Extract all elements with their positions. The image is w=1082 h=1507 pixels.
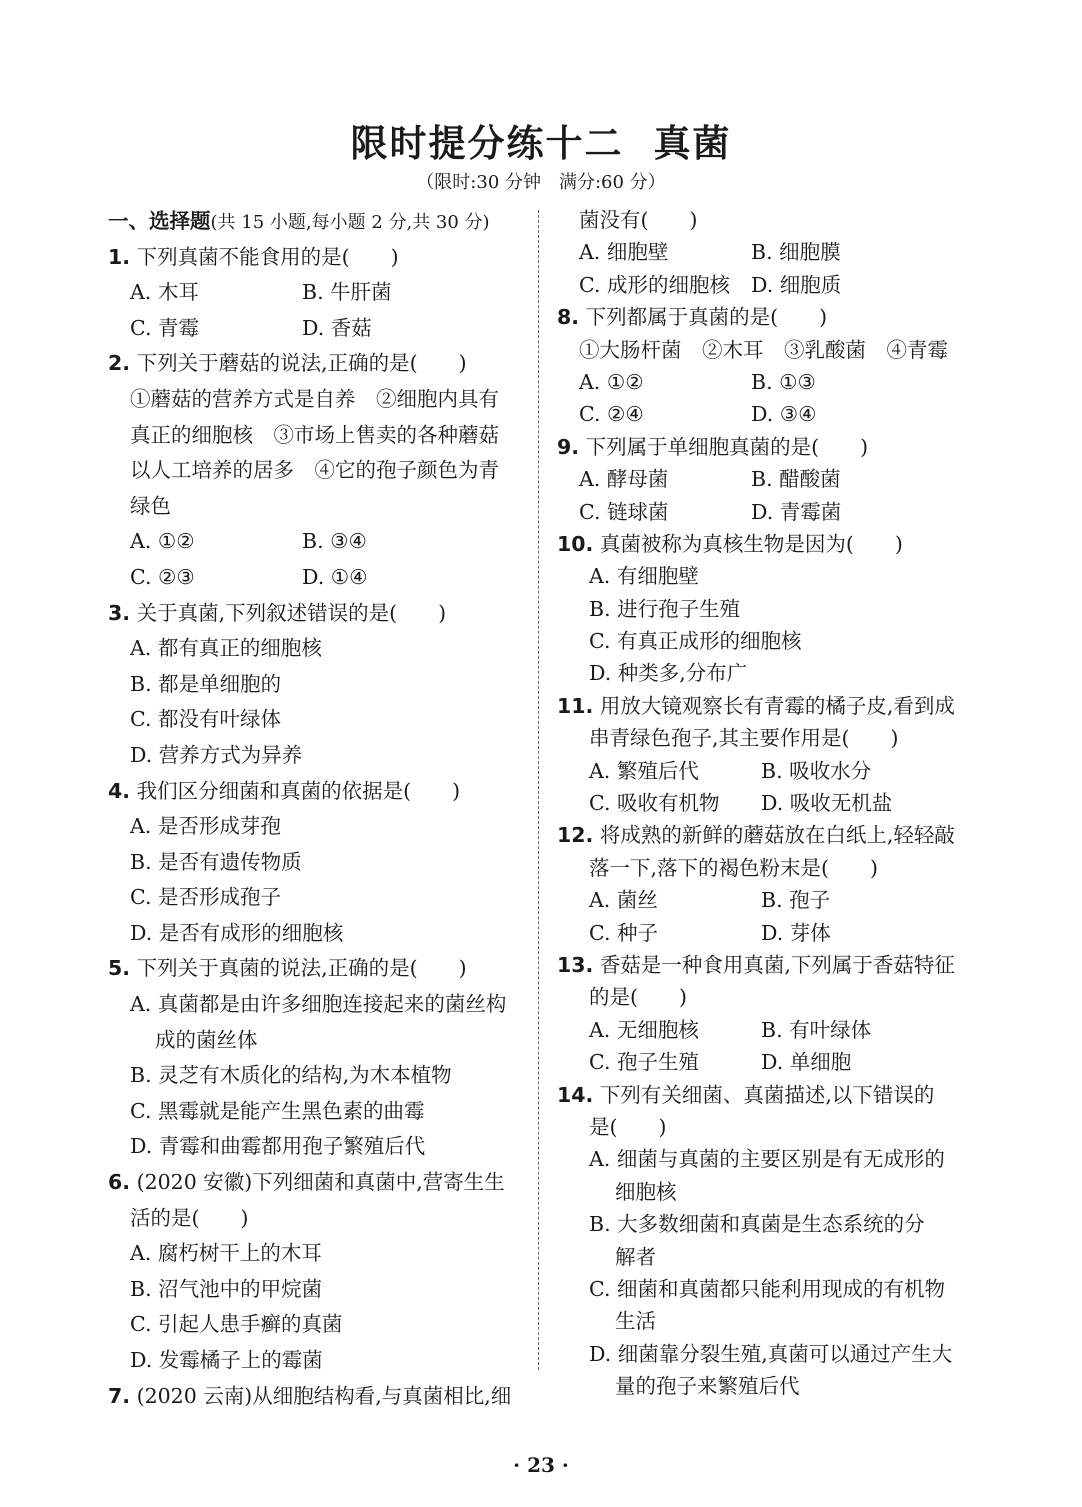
option-b: B. 进行孢子生殖 xyxy=(589,596,741,621)
option-c: C. 细菌和真菌都只能利用现成的有机物 xyxy=(589,1276,945,1301)
question-number: 11. xyxy=(557,693,594,718)
section-header xyxy=(108,204,518,240)
option-a: A. 有细胞壁 xyxy=(589,564,699,589)
option-d: D. 芽体 xyxy=(761,920,831,945)
option-a: A. ①② xyxy=(579,369,644,394)
question-3 xyxy=(108,596,518,632)
question-14 xyxy=(557,1079,972,1111)
question-number: 1. xyxy=(108,244,131,269)
question-5 xyxy=(108,951,518,987)
question-4 xyxy=(108,774,518,810)
page-title xyxy=(0,113,1082,167)
option-d: D. 单细胞 xyxy=(761,1050,852,1075)
options-row xyxy=(557,1014,972,1046)
option-c: C. 种子 xyxy=(589,920,658,945)
options-row xyxy=(557,755,972,787)
option-d: D. ③④ xyxy=(751,402,817,427)
section-note: (共 15 小题,每小题 2 分,共 30 分) xyxy=(210,212,490,233)
question-statement: 真正的细胞核 ③市场上售卖的各种蘑菇 xyxy=(130,422,499,447)
option-d: D. 青霉菌 xyxy=(751,499,842,524)
option-c: C. 孢子生殖 xyxy=(589,1050,699,1075)
page-number: · 23 · xyxy=(513,1453,569,1477)
option-d: D. 种类多,分布广 xyxy=(589,661,748,686)
option-b: B. 是否有遗传物质 xyxy=(130,849,302,874)
option-d-continued: 量的孢子来繁殖后代 xyxy=(615,1374,800,1399)
option-c: C. 黑霉就是能产生黑色素的曲霉 xyxy=(130,1098,425,1123)
option-d: D. 营养方式为异养 xyxy=(130,742,303,767)
option-c: C. 吸收有机物 xyxy=(589,791,720,816)
question-number: 4. xyxy=(108,778,131,803)
question-stem-continued: 的是( ) xyxy=(589,985,687,1010)
question-statement: 绿色 xyxy=(130,493,171,518)
options-row xyxy=(108,275,518,311)
question-number: 5. xyxy=(108,956,131,981)
question-stem: 下列关于蘑菇的说法,正确的是( ) xyxy=(136,351,467,376)
question-8 xyxy=(557,301,972,333)
option-c: C. 都没有叶绿体 xyxy=(130,707,281,732)
option-d: D. 青霉和曲霉都用孢子繁殖后代 xyxy=(130,1134,426,1159)
question-stem: 香菇是一种食用真菌,下列属于香菇特征 xyxy=(599,952,955,977)
option-c-continued: 生活 xyxy=(615,1309,656,1334)
question-number: 2. xyxy=(108,351,131,376)
question-stem: (2020 云南)从细胞结构看,与真菌相比,细 xyxy=(136,1383,512,1408)
option-a: A. 木耳 xyxy=(130,280,199,305)
options-row xyxy=(557,236,972,268)
question-stem: 下列真菌不能食用的是( ) xyxy=(136,244,399,269)
option-a: A. 细菌与真菌的主要区别是有无成形的 xyxy=(589,1147,945,1172)
option-a: A. 都有真正的细胞核 xyxy=(130,636,322,661)
option-a-continued: 成的菌丝体 xyxy=(155,1027,258,1052)
question-number: 7. xyxy=(108,1383,131,1408)
question-7 xyxy=(108,1379,518,1415)
question-statement: ①蘑菇的营养方式是自养 ②细胞内具有 xyxy=(130,386,499,411)
option-c: C. ②④ xyxy=(579,402,644,427)
column-divider xyxy=(538,210,539,1370)
section-title: 一、选择题 xyxy=(108,209,211,233)
options-row xyxy=(557,269,972,301)
options-row xyxy=(108,524,518,560)
option-d: D. 发霉橘子上的霉菌 xyxy=(130,1348,323,1372)
question-stem: 关于真菌,下列叙述错误的是( ) xyxy=(136,600,447,625)
question-stem-continued: 串青绿色孢子,其主要作用是( ) xyxy=(589,726,899,751)
option-d: D. 是否有成形的细胞核 xyxy=(130,920,344,945)
options-row xyxy=(557,787,972,819)
question-statement: ①大肠杆菌 ②木耳 ③乳酸菌 ④青霉 xyxy=(579,337,948,362)
options-row xyxy=(557,1046,972,1078)
right-column xyxy=(557,204,972,1402)
question-stem: 下列有关细菌、真菌描述,以下错误的 xyxy=(599,1082,935,1107)
option-c: C. 成形的细胞核 xyxy=(579,272,730,297)
question-stem-continued: 菌没有( ) xyxy=(579,208,698,232)
options-row xyxy=(108,311,518,347)
question-stem: 下列关于真菌的说法,正确的是( ) xyxy=(136,956,467,981)
question-10 xyxy=(557,528,972,560)
option-d: D. 细菌靠分裂生殖,真菌可以通过产生大 xyxy=(589,1341,953,1366)
question-number: 8. xyxy=(557,305,580,330)
option-d: D. 吸收无机盐 xyxy=(761,791,893,816)
options-row xyxy=(557,366,972,398)
option-b: B. 吸收水分 xyxy=(761,758,872,783)
question-11 xyxy=(557,690,972,722)
option-b: B. ①③ xyxy=(751,369,816,394)
option-a: A. 酵母菌 xyxy=(579,467,669,492)
question-stem: 我们区分细菌和真菌的依据是( ) xyxy=(136,778,461,803)
question-stem: 下列属于单细胞真菌的是( ) xyxy=(585,434,869,459)
option-a: A. 腐朽树干上的木耳 xyxy=(130,1241,322,1266)
question-stem: 用放大镜观察长有青霉的橘子皮,看到成 xyxy=(599,693,955,718)
question-stem: 下列都属于真菌的是( ) xyxy=(585,305,828,330)
question-12 xyxy=(557,819,972,851)
question-number: 10. xyxy=(557,531,594,556)
option-c: C. 青霉 xyxy=(130,315,199,340)
option-b-continued: 解者 xyxy=(615,1244,656,1269)
option-c: C. 有真正成形的细胞核 xyxy=(589,629,802,654)
left-column xyxy=(108,204,518,1414)
option-c: C. 引起人患手癣的真菌 xyxy=(130,1312,343,1337)
question-stem-continued: 活的是( ) xyxy=(130,1205,249,1230)
title-topic: 真菌 xyxy=(653,122,732,165)
question-13 xyxy=(557,949,972,981)
option-b: B. 细胞膜 xyxy=(751,240,841,265)
option-a: A. 菌丝 xyxy=(589,888,658,913)
option-a-continued: 细胞核 xyxy=(615,1179,677,1204)
question-6 xyxy=(108,1165,518,1201)
question-stem: (2020 安徽)下列细菌和真菌中,营寄生生 xyxy=(136,1170,505,1195)
option-b: B. 有叶绿体 xyxy=(761,1017,872,1042)
question-stem: 真菌被称为真核生物是因为( ) xyxy=(599,531,903,556)
option-d: D. ①④ xyxy=(302,564,368,589)
question-1 xyxy=(108,240,518,276)
options-row xyxy=(557,463,972,495)
option-b: B. 灵芝有木质化的结构,为木本植物 xyxy=(130,1063,452,1088)
option-b: B. 牛肝菌 xyxy=(302,280,392,305)
option-c: C. ②③ xyxy=(130,564,195,589)
options-row xyxy=(557,398,972,430)
question-number: 6. xyxy=(108,1170,131,1195)
question-stem-continued: 是( ) xyxy=(589,1114,667,1139)
question-number: 3. xyxy=(108,600,131,625)
options-row xyxy=(557,917,972,949)
options-row xyxy=(557,884,972,916)
time-score-note: （限时:30 分钟 满分:60 分） xyxy=(416,172,666,193)
option-d: D. 细胞质 xyxy=(751,272,842,297)
option-a: A. 细胞壁 xyxy=(579,240,669,265)
option-a: A. ①② xyxy=(130,529,195,554)
option-a: A. 繁殖后代 xyxy=(589,758,699,783)
option-b: B. 孢子 xyxy=(761,888,831,913)
option-b: B. ③④ xyxy=(302,529,367,554)
option-b: B. 醋酸菌 xyxy=(751,467,841,492)
option-a: A. 是否形成芽孢 xyxy=(130,814,281,839)
option-c: C. 是否形成孢子 xyxy=(130,885,281,910)
options-row xyxy=(557,496,972,528)
question-number: 13. xyxy=(557,952,594,977)
question-stem-continued: 落一下,落下的褐色粉末是( ) xyxy=(589,855,879,880)
question-9 xyxy=(557,431,972,463)
question-statement: 以人工培养的居多 ④它的孢子颜色为青 xyxy=(130,458,499,483)
question-number: 12. xyxy=(557,823,594,848)
option-b: B. 沼气池中的甲烷菌 xyxy=(130,1276,323,1301)
option-a: A. 无细胞核 xyxy=(589,1017,699,1042)
question-2 xyxy=(108,346,518,382)
question-stem: 将成熟的新鲜的蘑菇放在白纸上,轻轻敲 xyxy=(599,823,955,848)
option-d: D. 香菇 xyxy=(302,315,372,340)
question-number: 9. xyxy=(557,434,580,459)
option-c: C. 链球菌 xyxy=(579,499,669,524)
options-row xyxy=(108,560,518,596)
option-b: B. 大多数细菌和真菌是生态系统的分 xyxy=(589,1212,925,1237)
question-number: 14. xyxy=(557,1082,594,1107)
option-b: B. 都是单细胞的 xyxy=(130,671,282,696)
option-a: A. 真菌都是由许多细胞连接起来的菌丝构 xyxy=(130,992,507,1017)
title-main: 限时提分练十二 xyxy=(350,122,624,165)
